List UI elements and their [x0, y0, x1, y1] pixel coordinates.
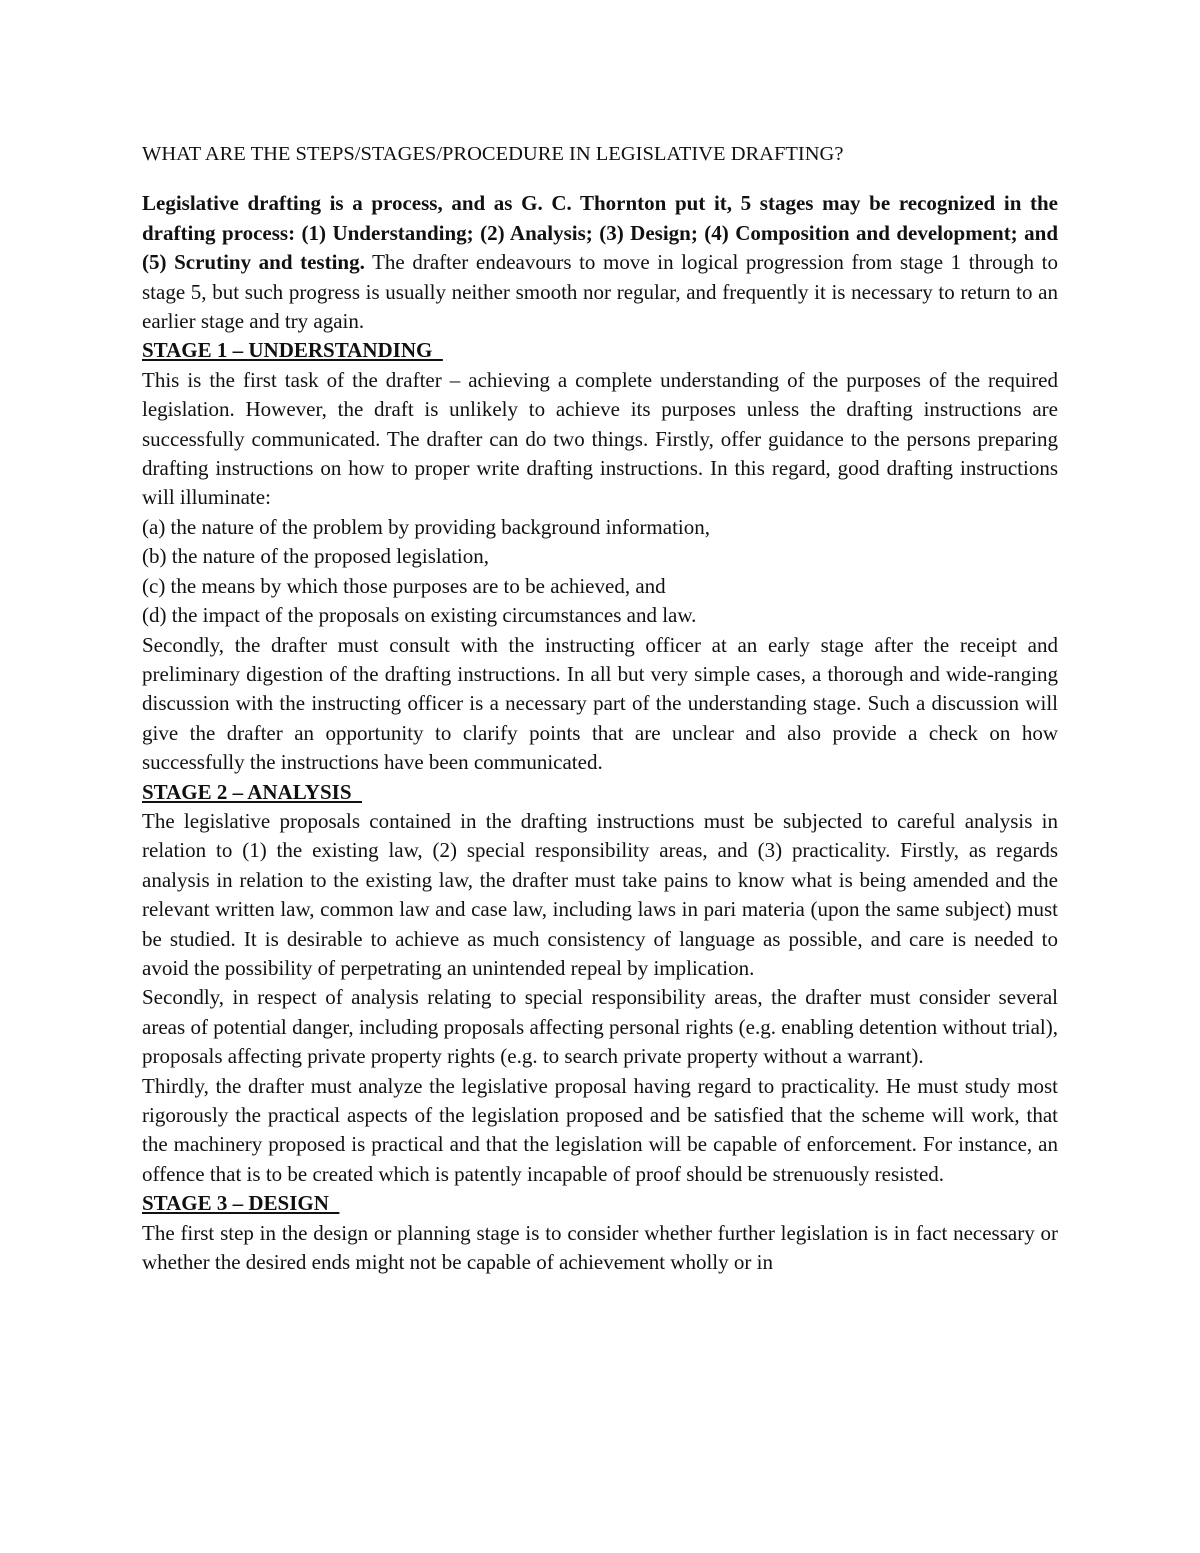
- stage-2-paragraph-3: Thirdly, the drafter must analyze the legislative proposal having regard to practicality. He must study most rigorously the practical aspects of the legislation proposed and be satisfied that the scheme will work, that the machinery proposed is practical and that the legislation will be capable of enforcement. For instance, an offence that is to be created which is patently incapable of proof should be strenuously resisted.: [142, 1073, 1058, 1186]
- document-title: WHAT ARE THE STEPS/STAGES/PROCEDURE IN LEGISLATIVE DRAFTING?: [142, 143, 844, 165]
- document-body: [142, 140, 1058, 1277]
- stage-3-paragraph: The first step in the design or planning stage is to consider whether further legislation is in fact necessary or whether the desired ends might not be capable of achievement wholly or in: [142, 1220, 1058, 1275]
- stage-2-paragraph: The legislative proposals contained in the drafting instructions must be subjected to careful analysis in relation to (1) the existing law, (2) special responsibility areas, and (3) practicality. Firstly, as regards analysis in relation to the existing law, the drafter must take pains to know what is being amended and the relevant written law, common law and case law, including laws in pari materia (upon the same subject) must be studied. It is desirable to achieve as much consistency of language as possible, and care is needed to avoid the possibility of perpetrating an unintended repeal by implication.: [142, 808, 1058, 980]
- stage-1-list-item-a: (a) the nature of the problem by providing background information,: [142, 514, 711, 539]
- stage-1-paragraph: This is the first task of the drafter – achieving a complete understanding of the purposes of the required legislation. However, the draft is unlikely to achieve its purposes unless the drafting instructions are successfully communicated. The drafter can do two things. Firstly, offer guidance to the persons preparing drafting instructions on how to proper write drafting instructions. In this regard, good drafting instructions will illuminate:: [142, 367, 1058, 510]
- stage-1-paragraph-2: Secondly, the drafter must consult with the instructing officer at an early stage after the receipt and preliminary digestion of the drafting instructions. In all but very simple cases, a thorough and wide-ranging discussion with the instructing officer is a necessary part of the understanding stage. Such a discussion will give the drafter an opportunity to clarify points that are unclear and also provide a check on how successfully the instructions have been communicated.: [142, 632, 1058, 775]
- intro-paragraph: [142, 189, 1058, 336]
- intro-bold-text: Legislative drafting is a process, and as G. C. Thornton put it, 5 stages may be recognized in the drafting process: (1) Understanding; (2) Analysis; (3) Design; (4) Composition and development; and (5) Scrutiny and testing.: [142, 191, 1058, 275]
- stage-3-heading: STAGE 3 – DESIGN: [142, 1191, 340, 1216]
- stage-2-paragraph-2: Secondly, in respect of analysis relating to special responsibility areas, the drafter must consider several areas of potential danger, including proposals affecting personal rights (e.g. enabling detention without trial), proposals affecting private property rights (e.g. to search private property without a warrant).: [142, 985, 1058, 1069]
- intro-normal-text: The drafter endeavours to move in logical progression from stage 1 through to stage 5, but such progress is usually neither smooth nor regular, and frequently it is necessary to return to an earlier stage and try again.: [142, 250, 1058, 334]
- stage-1-list-item-c: (c) the means by which those purposes are to be achieved, and: [142, 573, 666, 598]
- stage-1-list-item-b: (b) the nature of the proposed legislation,: [142, 544, 489, 569]
- stage-2-heading: STAGE 2 – ANALYSIS: [142, 779, 362, 804]
- stage-1-list-item-d: (d) the impact of the proposals on existing circumstances and law.: [142, 603, 697, 628]
- stage-1-heading: STAGE 1 – UNDERSTANDING: [142, 338, 443, 363]
